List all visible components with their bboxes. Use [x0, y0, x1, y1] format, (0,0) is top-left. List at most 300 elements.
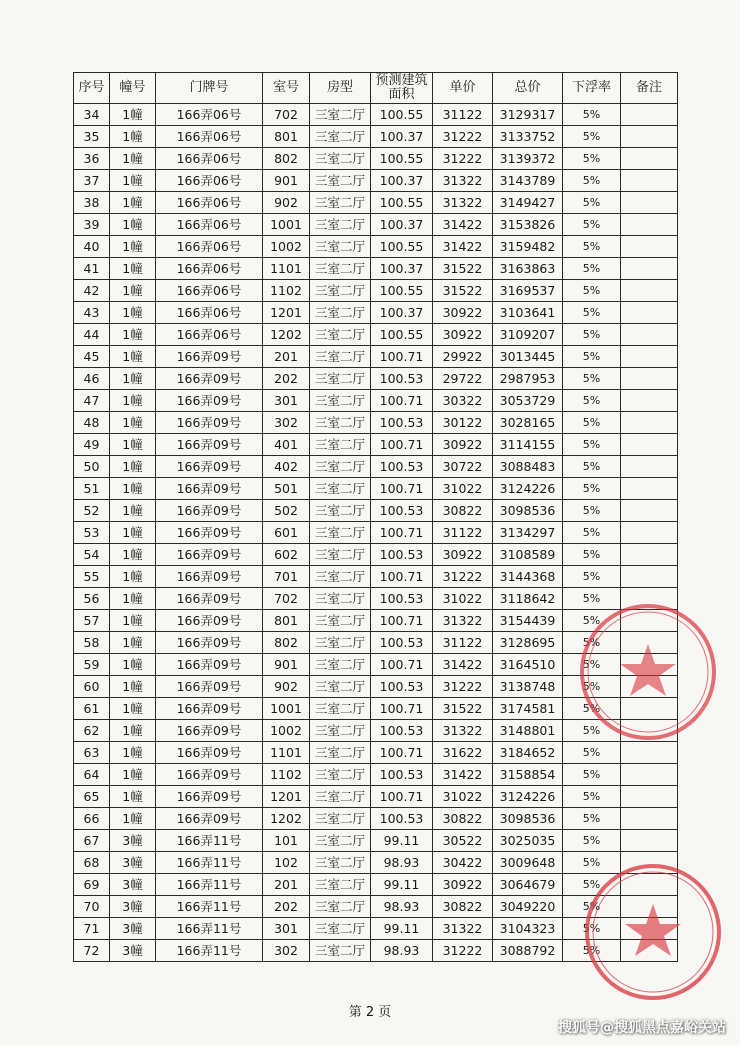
cell-door-number: 166弄06号	[156, 170, 263, 192]
cell-serial: 36	[74, 148, 110, 170]
cell-door-number: 166弄09号	[156, 346, 263, 368]
header-door-number: 门牌号	[156, 73, 263, 104]
cell-total-price: 3133752	[493, 126, 563, 148]
cell-unit-price: 31222	[433, 148, 493, 170]
cell-building: 1幢	[110, 808, 156, 830]
cell-layout: 三室二厅	[310, 764, 371, 786]
cell-serial: 68	[74, 852, 110, 874]
cell-building: 3幢	[110, 852, 156, 874]
cell-building: 1幢	[110, 654, 156, 676]
cell-remarks	[621, 390, 678, 412]
cell-area: 100.53	[371, 588, 433, 610]
cell-serial: 43	[74, 302, 110, 324]
cell-total-price: 3098536	[493, 500, 563, 522]
cell-room: 1101	[263, 258, 310, 280]
cell-discount-rate: 5%	[563, 874, 621, 896]
cell-room: 1001	[263, 214, 310, 236]
table-row	[74, 346, 678, 368]
cell-remarks	[621, 104, 678, 126]
cell-remarks	[621, 280, 678, 302]
cell-layout: 三室二厅	[310, 720, 371, 742]
cell-unit-price: 31322	[433, 720, 493, 742]
cell-discount-rate: 5%	[563, 720, 621, 742]
cell-room: 1001	[263, 698, 310, 720]
cell-discount-rate: 5%	[563, 500, 621, 522]
cell-area: 100.71	[371, 390, 433, 412]
cell-area: 100.37	[371, 170, 433, 192]
cell-discount-rate: 5%	[563, 544, 621, 566]
cell-serial: 61	[74, 698, 110, 720]
cell-serial: 69	[74, 874, 110, 896]
cell-unit-price: 31322	[433, 170, 493, 192]
cell-discount-rate: 5%	[563, 786, 621, 808]
table-row	[74, 874, 678, 896]
cell-room: 702	[263, 104, 310, 126]
cell-door-number: 166弄11号	[156, 852, 263, 874]
cell-area: 100.53	[371, 456, 433, 478]
cell-unit-price: 31122	[433, 522, 493, 544]
cell-remarks	[621, 896, 678, 918]
cell-layout: 三室二厅	[310, 192, 371, 214]
cell-discount-rate: 5%	[563, 456, 621, 478]
cell-total-price: 3184652	[493, 742, 563, 764]
cell-layout: 三室二厅	[310, 214, 371, 236]
cell-remarks	[621, 170, 678, 192]
cell-building: 1幢	[110, 544, 156, 566]
cell-discount-rate: 5%	[563, 434, 621, 456]
cell-serial: 52	[74, 500, 110, 522]
cell-serial: 64	[74, 764, 110, 786]
cell-discount-rate: 5%	[563, 170, 621, 192]
cell-total-price: 3174581	[493, 698, 563, 720]
cell-room: 502	[263, 500, 310, 522]
cell-layout: 三室二厅	[310, 808, 371, 830]
cell-layout: 三室二厅	[310, 742, 371, 764]
cell-room: 1102	[263, 280, 310, 302]
cell-discount-rate: 5%	[563, 214, 621, 236]
cell-layout: 三室二厅	[310, 830, 371, 852]
cell-building: 1幢	[110, 478, 156, 500]
cell-room: 301	[263, 918, 310, 940]
cell-area: 100.53	[371, 368, 433, 390]
cell-unit-price: 29922	[433, 346, 493, 368]
cell-building: 1幢	[110, 632, 156, 654]
cell-unit-price: 31422	[433, 214, 493, 236]
cell-layout: 三室二厅	[310, 478, 371, 500]
cell-total-price: 3088792	[493, 940, 563, 962]
cell-door-number: 166弄09号	[156, 632, 263, 654]
cell-discount-rate: 5%	[563, 742, 621, 764]
cell-door-number: 166弄11号	[156, 940, 263, 962]
cell-area: 99.11	[371, 874, 433, 896]
cell-building: 1幢	[110, 126, 156, 148]
cell-building: 1幢	[110, 104, 156, 126]
cell-remarks	[621, 412, 678, 434]
cell-layout: 三室二厅	[310, 522, 371, 544]
table-row	[74, 456, 678, 478]
cell-building: 1幢	[110, 236, 156, 258]
cell-room: 802	[263, 148, 310, 170]
cell-total-price: 3148801	[493, 720, 563, 742]
cell-discount-rate: 5%	[563, 830, 621, 852]
cell-area: 100.37	[371, 214, 433, 236]
cell-room: 501	[263, 478, 310, 500]
cell-total-price: 3028165	[493, 412, 563, 434]
cell-layout: 三室二厅	[310, 236, 371, 258]
cell-layout: 三室二厅	[310, 918, 371, 940]
cell-room: 201	[263, 346, 310, 368]
table-row	[74, 764, 678, 786]
cell-building: 1幢	[110, 148, 156, 170]
page-number: 第 2 页	[348, 1005, 392, 1020]
table-row	[74, 302, 678, 324]
cell-door-number: 166弄09号	[156, 742, 263, 764]
cell-building: 1幢	[110, 764, 156, 786]
cell-room: 302	[263, 412, 310, 434]
cell-building: 1幢	[110, 742, 156, 764]
cell-total-price: 3103641	[493, 302, 563, 324]
cell-door-number: 166弄09号	[156, 588, 263, 610]
cell-unit-price: 31022	[433, 588, 493, 610]
cell-door-number: 166弄09号	[156, 522, 263, 544]
cell-door-number: 166弄06号	[156, 324, 263, 346]
cell-door-number: 166弄09号	[156, 786, 263, 808]
cell-unit-price: 31222	[433, 126, 493, 148]
cell-building: 1幢	[110, 698, 156, 720]
cell-room: 801	[263, 126, 310, 148]
cell-room: 1102	[263, 764, 310, 786]
cell-remarks	[621, 698, 678, 720]
cell-door-number: 166弄06号	[156, 126, 263, 148]
table-row	[74, 390, 678, 412]
cell-remarks	[621, 434, 678, 456]
cell-building: 1幢	[110, 390, 156, 412]
cell-building: 1幢	[110, 566, 156, 588]
cell-unit-price: 31122	[433, 104, 493, 126]
cell-serial: 38	[74, 192, 110, 214]
cell-door-number: 166弄09号	[156, 764, 263, 786]
cell-total-price: 3049220	[493, 896, 563, 918]
cell-discount-rate: 5%	[563, 918, 621, 940]
cell-building: 3幢	[110, 940, 156, 962]
cell-total-price: 3153826	[493, 214, 563, 236]
cell-discount-rate: 5%	[563, 654, 621, 676]
cell-room: 601	[263, 522, 310, 544]
cell-door-number: 166弄09号	[156, 368, 263, 390]
cell-serial: 72	[74, 940, 110, 962]
table-row	[74, 544, 678, 566]
cell-discount-rate: 5%	[563, 522, 621, 544]
cell-unit-price: 31322	[433, 610, 493, 632]
source-watermark: 搜狐号@搜狐黑点嘉峪关站	[558, 1020, 726, 1036]
cell-discount-rate: 5%	[563, 368, 621, 390]
cell-layout: 三室二厅	[310, 852, 371, 874]
cell-door-number: 166弄06号	[156, 302, 263, 324]
cell-remarks	[621, 368, 678, 390]
cell-area: 99.11	[371, 830, 433, 852]
cell-door-number: 166弄06号	[156, 280, 263, 302]
cell-area: 100.71	[371, 346, 433, 368]
cell-serial: 41	[74, 258, 110, 280]
cell-building: 1幢	[110, 610, 156, 632]
table-row	[74, 214, 678, 236]
cell-area: 100.53	[371, 544, 433, 566]
cell-building: 3幢	[110, 874, 156, 896]
cell-remarks	[621, 588, 678, 610]
cell-total-price: 3118642	[493, 588, 563, 610]
cell-building: 1幢	[110, 214, 156, 236]
cell-serial: 63	[74, 742, 110, 764]
cell-layout: 三室二厅	[310, 896, 371, 918]
cell-door-number: 166弄11号	[156, 896, 263, 918]
cell-total-price: 3124226	[493, 478, 563, 500]
cell-remarks	[621, 456, 678, 478]
cell-layout: 三室二厅	[310, 874, 371, 896]
cell-layout: 三室二厅	[310, 126, 371, 148]
cell-area: 100.53	[371, 764, 433, 786]
cell-discount-rate: 5%	[563, 236, 621, 258]
cell-layout: 三室二厅	[310, 632, 371, 654]
cell-area: 100.55	[371, 148, 433, 170]
table-body	[74, 104, 678, 962]
cell-unit-price: 31522	[433, 258, 493, 280]
table-header-row	[74, 73, 678, 104]
cell-building: 1幢	[110, 412, 156, 434]
cell-door-number: 166弄06号	[156, 104, 263, 126]
cell-serial: 56	[74, 588, 110, 610]
cell-area: 100.37	[371, 126, 433, 148]
cell-discount-rate: 5%	[563, 148, 621, 170]
table-row	[74, 786, 678, 808]
cell-unit-price: 31522	[433, 698, 493, 720]
cell-unit-price: 30522	[433, 830, 493, 852]
cell-layout: 三室二厅	[310, 544, 371, 566]
cell-room: 202	[263, 896, 310, 918]
cell-layout: 三室二厅	[310, 456, 371, 478]
cell-discount-rate: 5%	[563, 588, 621, 610]
cell-door-number: 166弄09号	[156, 676, 263, 698]
table-row	[74, 170, 678, 192]
cell-building: 1幢	[110, 500, 156, 522]
cell-area: 100.53	[371, 412, 433, 434]
header-discount-rate: 下浮率	[563, 73, 621, 104]
cell-room: 201	[263, 874, 310, 896]
cell-door-number: 166弄11号	[156, 830, 263, 852]
cell-layout: 三室二厅	[310, 170, 371, 192]
cell-layout: 三室二厅	[310, 412, 371, 434]
cell-building: 1幢	[110, 786, 156, 808]
cell-total-price: 3109207	[493, 324, 563, 346]
cell-building: 1幢	[110, 368, 156, 390]
cell-remarks	[621, 940, 678, 962]
cell-remarks	[621, 346, 678, 368]
cell-room: 102	[263, 852, 310, 874]
cell-total-price: 3143789	[493, 170, 563, 192]
cell-door-number: 166弄11号	[156, 874, 263, 896]
cell-room: 901	[263, 170, 310, 192]
cell-area: 100.53	[371, 720, 433, 742]
cell-door-number: 166弄06号	[156, 148, 263, 170]
cell-layout: 三室二厅	[310, 390, 371, 412]
cell-total-price: 3098536	[493, 808, 563, 830]
cell-room: 1002	[263, 720, 310, 742]
table-row	[74, 676, 678, 698]
cell-total-price: 2987953	[493, 368, 563, 390]
cell-discount-rate: 5%	[563, 280, 621, 302]
cell-area: 100.53	[371, 632, 433, 654]
cell-total-price: 3104323	[493, 918, 563, 940]
cell-remarks	[621, 654, 678, 676]
cell-unit-price: 31622	[433, 742, 493, 764]
cell-discount-rate: 5%	[563, 324, 621, 346]
cell-serial: 42	[74, 280, 110, 302]
cell-building: 1幢	[110, 522, 156, 544]
table-row	[74, 412, 678, 434]
cell-layout: 三室二厅	[310, 148, 371, 170]
cell-building: 3幢	[110, 896, 156, 918]
cell-building: 1幢	[110, 720, 156, 742]
cell-building: 1幢	[110, 280, 156, 302]
cell-serial: 50	[74, 456, 110, 478]
cell-door-number: 166弄06号	[156, 236, 263, 258]
cell-door-number: 166弄09号	[156, 720, 263, 742]
table-row	[74, 148, 678, 170]
cell-total-price: 3108589	[493, 544, 563, 566]
cell-serial: 55	[74, 566, 110, 588]
cell-area: 100.55	[371, 236, 433, 258]
cell-serial: 49	[74, 434, 110, 456]
cell-door-number: 166弄09号	[156, 544, 263, 566]
table-row	[74, 500, 678, 522]
cell-area: 100.71	[371, 742, 433, 764]
cell-remarks	[621, 500, 678, 522]
cell-total-price: 3154439	[493, 610, 563, 632]
cell-discount-rate: 5%	[563, 104, 621, 126]
cell-serial: 34	[74, 104, 110, 126]
cell-discount-rate: 5%	[563, 412, 621, 434]
cell-unit-price: 31222	[433, 566, 493, 588]
cell-area: 100.71	[371, 698, 433, 720]
cell-total-price: 3149427	[493, 192, 563, 214]
cell-door-number: 166弄09号	[156, 654, 263, 676]
cell-room: 801	[263, 610, 310, 632]
cell-discount-rate: 5%	[563, 192, 621, 214]
cell-area: 100.53	[371, 676, 433, 698]
cell-room: 1202	[263, 808, 310, 830]
cell-building: 1幢	[110, 302, 156, 324]
table-row	[74, 896, 678, 918]
cell-layout: 三室二厅	[310, 104, 371, 126]
cell-building: 1幢	[110, 346, 156, 368]
cell-remarks	[621, 302, 678, 324]
cell-unit-price: 30822	[433, 808, 493, 830]
cell-remarks	[621, 544, 678, 566]
cell-remarks	[621, 126, 678, 148]
cell-layout: 三室二厅	[310, 368, 371, 390]
cell-total-price: 3128695	[493, 632, 563, 654]
table-row	[74, 236, 678, 258]
table-row	[74, 654, 678, 676]
cell-room: 402	[263, 456, 310, 478]
cell-remarks	[621, 236, 678, 258]
cell-area: 100.71	[371, 522, 433, 544]
cell-layout: 三室二厅	[310, 698, 371, 720]
cell-serial: 70	[74, 896, 110, 918]
cell-total-price: 3114155	[493, 434, 563, 456]
cell-discount-rate: 5%	[563, 808, 621, 830]
cell-room: 802	[263, 632, 310, 654]
cell-layout: 三室二厅	[310, 940, 371, 962]
cell-door-number: 166弄06号	[156, 192, 263, 214]
cell-discount-rate: 5%	[563, 698, 621, 720]
cell-door-number: 166弄06号	[156, 214, 263, 236]
cell-discount-rate: 5%	[563, 940, 621, 962]
cell-area: 100.71	[371, 610, 433, 632]
cell-remarks	[621, 566, 678, 588]
cell-building: 3幢	[110, 830, 156, 852]
cell-total-price: 3134297	[493, 522, 563, 544]
table-row	[74, 830, 678, 852]
cell-room: 1002	[263, 236, 310, 258]
header-building: 幢号	[110, 73, 156, 104]
cell-unit-price: 30322	[433, 390, 493, 412]
table-row	[74, 940, 678, 962]
cell-room: 1201	[263, 302, 310, 324]
cell-total-price: 3139372	[493, 148, 563, 170]
cell-total-price: 3158854	[493, 764, 563, 786]
cell-unit-price: 31022	[433, 786, 493, 808]
table-row	[74, 192, 678, 214]
table-row	[74, 742, 678, 764]
cell-layout: 三室二厅	[310, 566, 371, 588]
cell-room: 901	[263, 654, 310, 676]
cell-unit-price: 31222	[433, 676, 493, 698]
header-unit-price: 单价	[433, 73, 493, 104]
cell-discount-rate: 5%	[563, 676, 621, 698]
cell-unit-price: 30922	[433, 874, 493, 896]
table-row	[74, 324, 678, 346]
cell-serial: 44	[74, 324, 110, 346]
cell-area: 99.11	[371, 918, 433, 940]
cell-discount-rate: 5%	[563, 390, 621, 412]
cell-unit-price: 31422	[433, 654, 493, 676]
header-area: 预测建筑面积	[371, 73, 433, 104]
cell-serial: 48	[74, 412, 110, 434]
cell-total-price: 3129317	[493, 104, 563, 126]
cell-total-price: 3053729	[493, 390, 563, 412]
cell-remarks	[621, 214, 678, 236]
cell-door-number: 166弄11号	[156, 918, 263, 940]
cell-area: 100.55	[371, 324, 433, 346]
table-row	[74, 720, 678, 742]
cell-remarks	[621, 874, 678, 896]
cell-unit-price: 31322	[433, 918, 493, 940]
cell-door-number: 166弄09号	[156, 412, 263, 434]
cell-serial: 39	[74, 214, 110, 236]
cell-serial: 47	[74, 390, 110, 412]
cell-layout: 三室二厅	[310, 280, 371, 302]
cell-total-price: 3159482	[493, 236, 563, 258]
cell-room: 301	[263, 390, 310, 412]
cell-door-number: 166弄06号	[156, 258, 263, 280]
cell-remarks	[621, 786, 678, 808]
cell-discount-rate: 5%	[563, 852, 621, 874]
cell-room: 702	[263, 588, 310, 610]
cell-building: 1幢	[110, 676, 156, 698]
cell-layout: 三室二厅	[310, 610, 371, 632]
cell-layout: 三室二厅	[310, 500, 371, 522]
cell-discount-rate: 5%	[563, 478, 621, 500]
